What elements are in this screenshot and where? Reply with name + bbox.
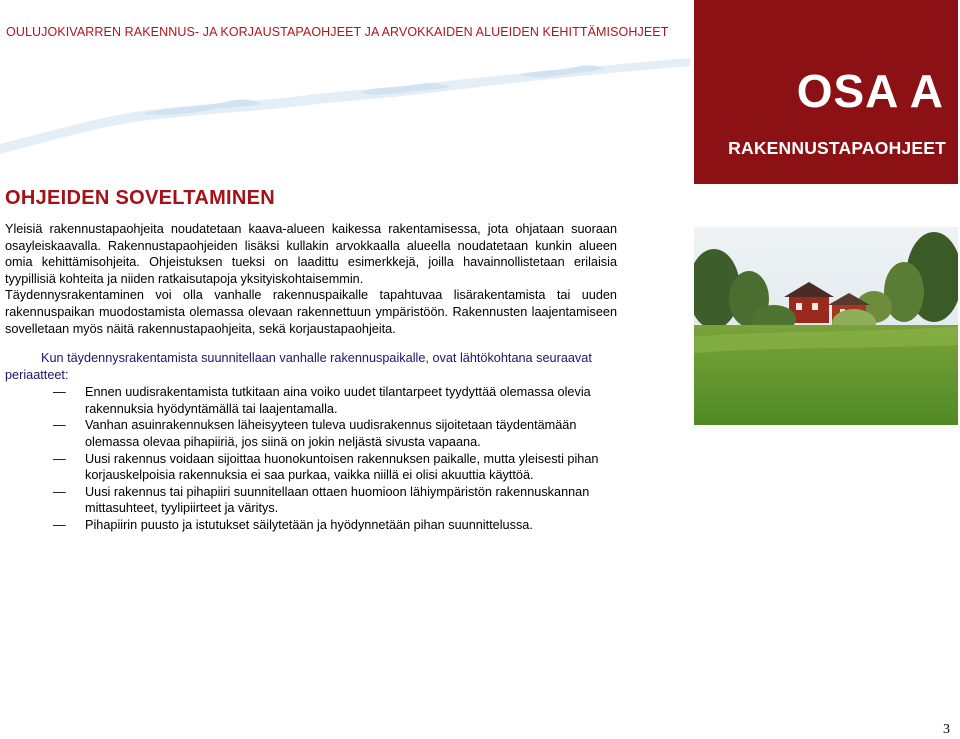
dash-bullet-icon: — <box>53 484 66 499</box>
dash-bullet-icon: — <box>53 517 66 532</box>
principle-item <box>5 484 617 517</box>
principle-item <box>5 384 617 417</box>
principle-text: Uusi rakennus voidaan sijoittaa huonokuntoisen rakennuksen paikalle, mutta yleisesti pihan korjauskelpoisia rakennuksia ei saa purkaa, vaikka niillä ei olisi akuuttia käyttöä. <box>85 451 599 483</box>
principle-item <box>5 517 617 534</box>
document-header-title: OULUJOKIVARREN RAKENNUS- JA KORJAUSTAPAOHJEET JA ARVOKKAIDEN ALUEIDEN KEHITTÄMISOHJEET <box>6 25 669 39</box>
principle-text: Uusi rakennus tai pihapiiri suunnitellaan ottaen huomioon lähiympäristön rakennuskannan mittasuhteet, tyylipiirteet ja väritys. <box>85 484 590 516</box>
dash-bullet-icon: — <box>53 451 66 466</box>
principle-item <box>5 451 617 484</box>
river-map-graphic <box>0 44 690 154</box>
section-heading: OHJEIDEN SOVELTAMINEN <box>5 187 276 209</box>
page-number: 3 <box>943 722 950 737</box>
principles-intro: Kun täydennysrakentamista suunnitellaan vanhalle rakennuspaikalle, ovat lähtökohtana seuraavat periaatteet: <box>5 351 592 382</box>
principle-text: Pihapiirin puusto ja istutukset säilytetään ja hyödynnetään pihan suunnittelussa. <box>85 517 533 532</box>
dash-bullet-icon: — <box>53 385 66 400</box>
intro-paragraph: Täydennysrakentaminen voi olla vanhalle rakennuspaikalle tapahtuvaa lisärakentamista tai uuden rakennuspaikan muodostamista olemassa olevaan rakennettuun ympäristöön. Rakennusten laajentamiseen sovelletaan myös näitä rakennustapaohjeita, sekä korjaustapaohjeita. <box>5 288 617 336</box>
principle-text: Ennen uudisrakentamista tutkitaan aina voiko uudet tilantarpeet tyydyttää olemassa olevia rakennuksia hyödyntämällä tai laajentamalla. <box>85 385 591 416</box>
principle-item <box>5 417 617 450</box>
intro-text <box>5 221 617 337</box>
rural-landscape-photo <box>694 227 958 425</box>
dash-bullet-icon: — <box>53 418 66 433</box>
section-title-panel <box>694 0 958 184</box>
intro-paragraph: Yleisiä rakennustapaohjeita noudatetaan kaava-alueen kaikessa rakentamisessa, jota ohjataan suoraan osayleiskaavalla. Rakennustapaohjeiden lisäksi kullakin arvokkaalla alueella noudatetaan kunkin alueen omia kehittämisohjeita. Ohjeistuksen tueksi on laadittu esimerkkejä, joilla havainnollistetaan erilaisia tyypillisiä kohteita ja niiden ratkaisutapoja yksityiskohtaisemmin. <box>5 222 617 286</box>
principles-block <box>5 350 617 534</box>
panel-main-title: OSA A <box>796 65 944 117</box>
panel-subtitle: RAKENNUSTAPAOHJEET <box>728 138 946 158</box>
principle-text: Vanhan asuinrakennuksen läheisyyteen tuleva uudisrakennus sijoitetaan täydentämään olemassa olevaa pihapiiriä, jos siinä on jokin neljästä sivusta vapaana. <box>85 418 577 449</box>
principles-list <box>5 384 617 533</box>
